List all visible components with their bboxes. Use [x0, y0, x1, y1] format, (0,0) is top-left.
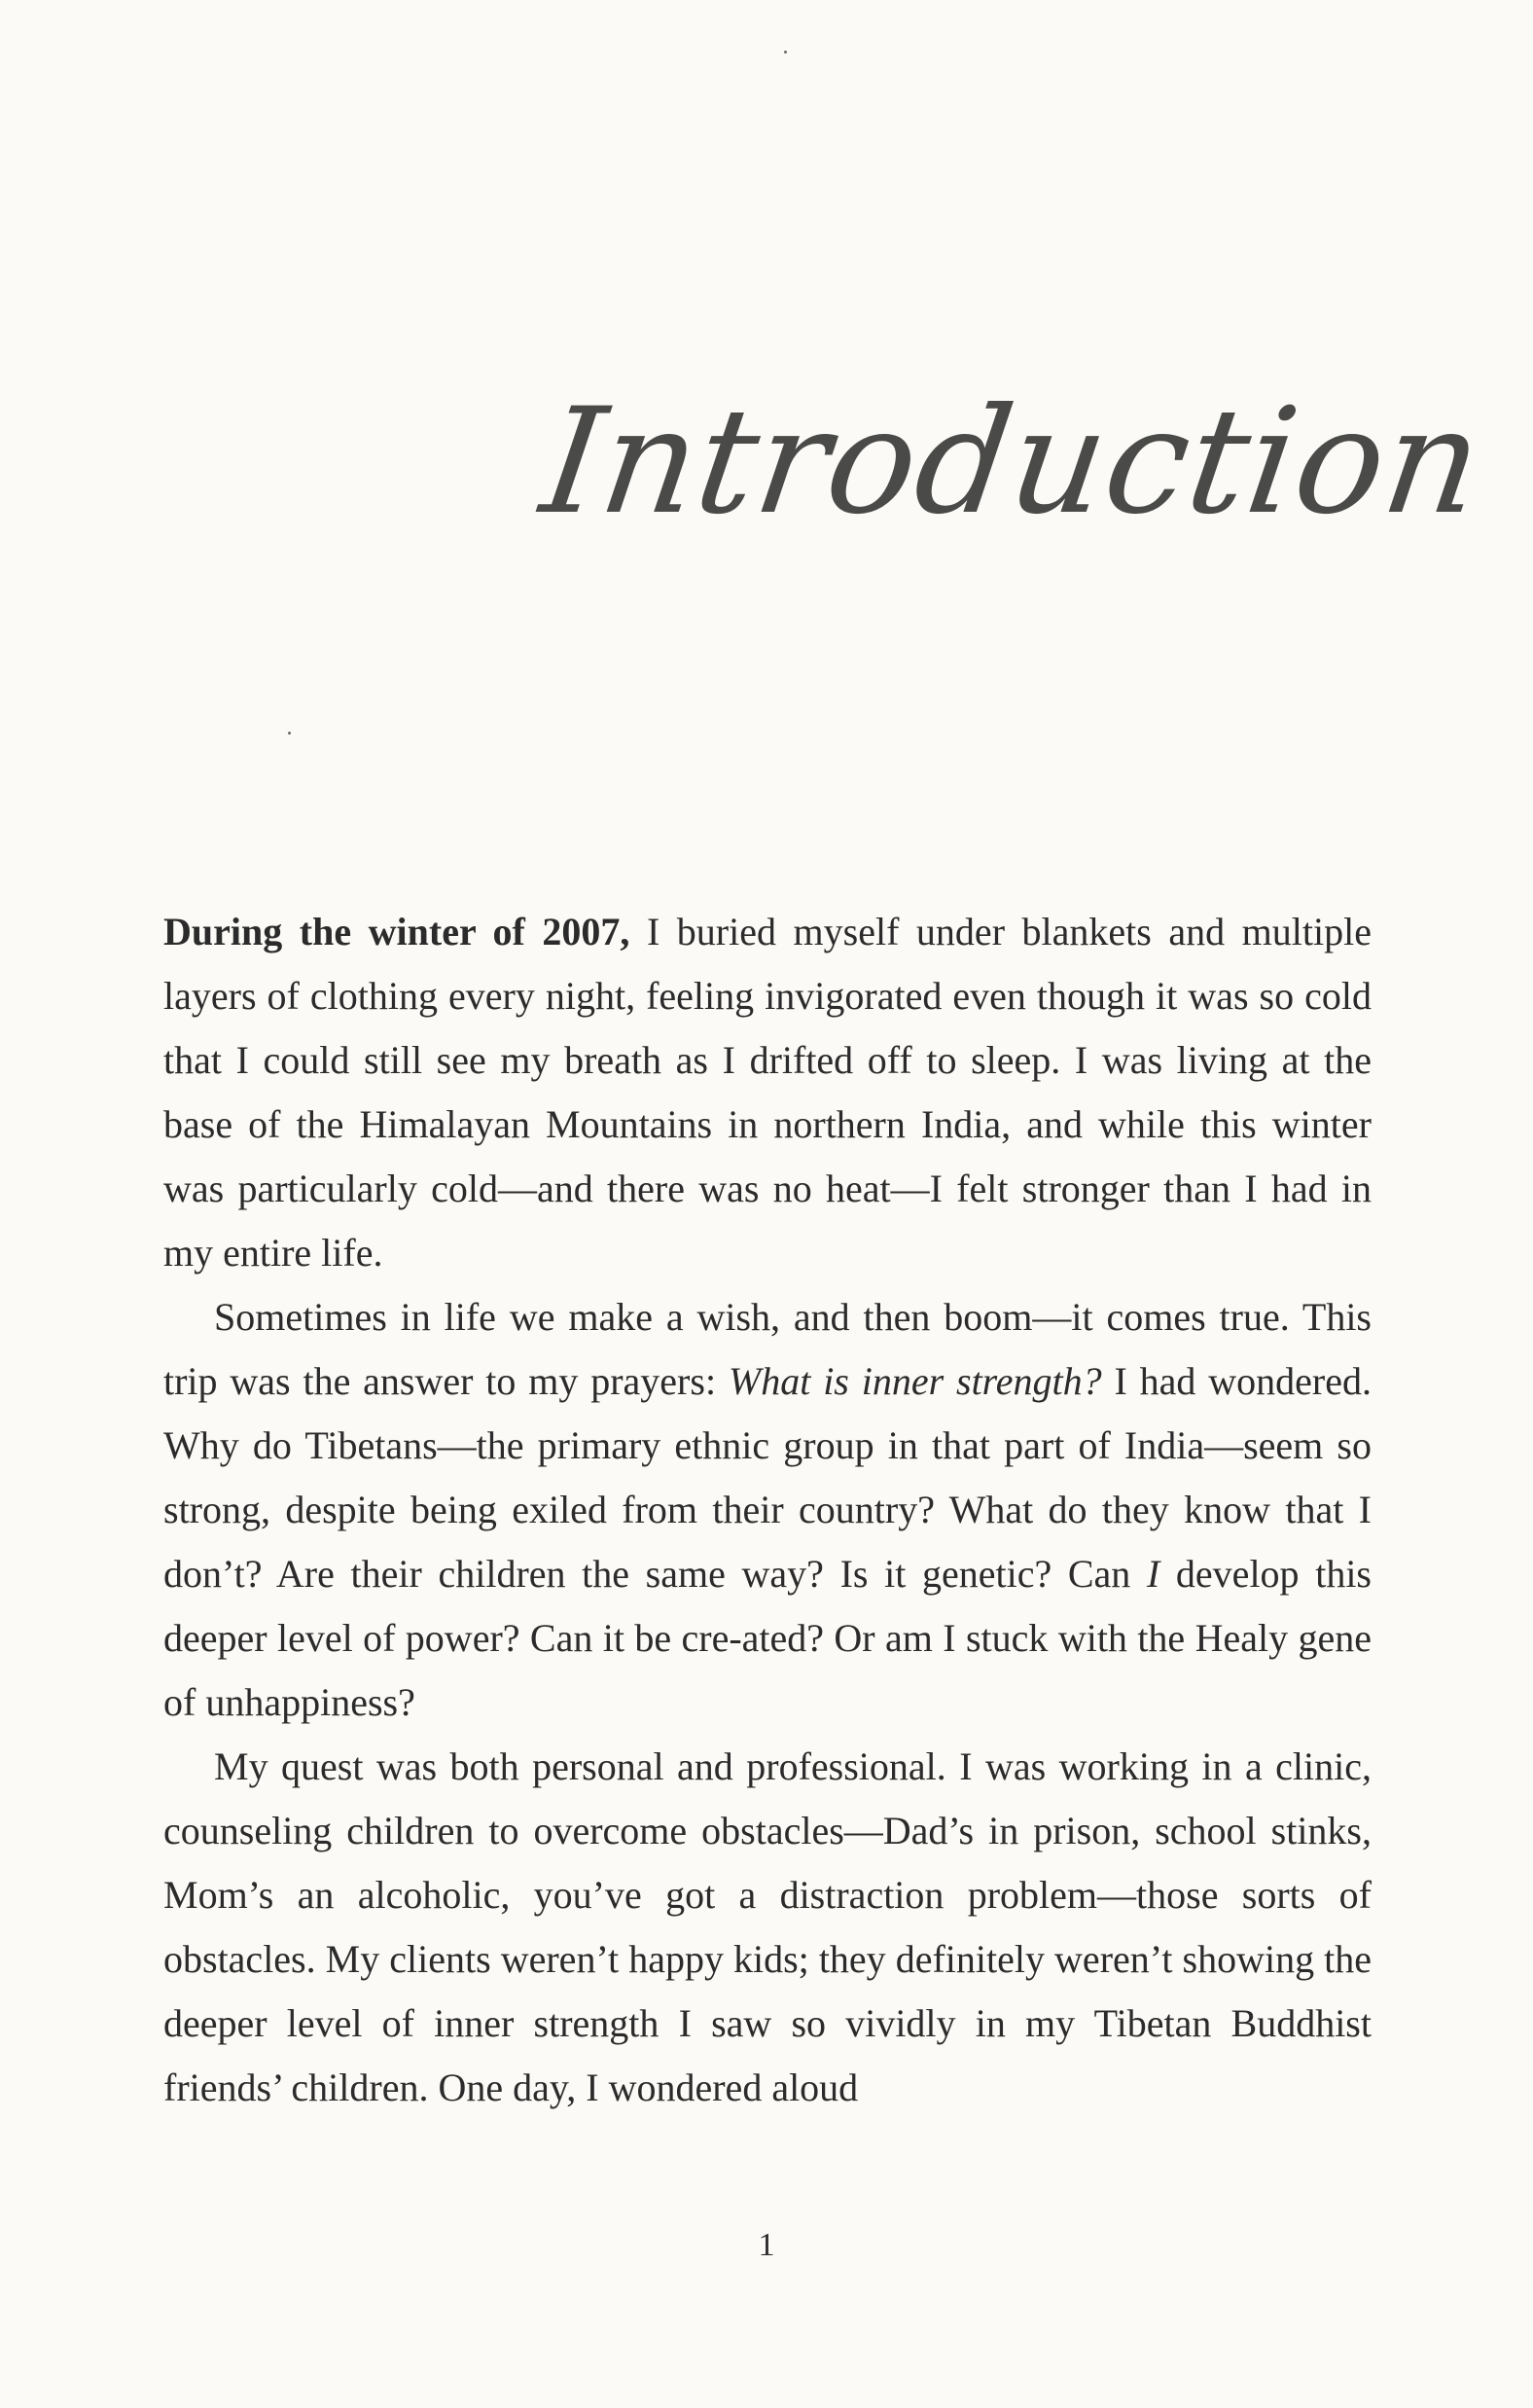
paragraph-3-text: My quest was both personal and professional. I was working in a clinic, counseling children to overcome obstacles—Dad’s in prison, school stinks, Mom’s an alcoholic, you’ve got a distraction problem—those sorts of obstacles. My clients weren’t happy kids; they definitely weren’t showing the deeper level of inner strength I saw so vividly in my Tibetan Buddhist friends’ children. One day, I wondered aloud — [163, 1744, 1372, 2109]
paragraph-1-text: I buried myself under blankets and multiple layers of clothing every night, feeling invigorated even though it was so cold that I could still see my breath as I drifted off to sleep. I was living at the base of the Himalayan Mountains in northern India, and while this winter was particularly cold—and there was no heat—I felt stronger than I had in my entire life. — [163, 910, 1372, 1275]
paragraph-2-text-b: I had wondered. Why do Tibetans—the primary ethnic group in that part of India—seem so strong, despite being exiled from their country? What do they know that I don’t? Are their children the same way? Is it genetic? Can — [163, 1359, 1372, 1596]
paragraph-3 — [163, 1735, 1372, 2120]
body-text — [163, 900, 1372, 2120]
page-number: 1 — [758, 2227, 775, 2263]
italic-pronoun: I — [1146, 1552, 1160, 1596]
scan-speck — [784, 51, 787, 54]
paragraph-2 — [163, 1285, 1372, 1735]
chapter-title: Introduction — [532, 377, 1493, 547]
paragraph-2-text-c: develop this deeper level of power? Can it be cre-ated? Or am I stuck with the Healy gene of unhappiness? — [163, 1552, 1372, 1724]
italic-question: What is inner strength? — [728, 1359, 1102, 1403]
paragraph-2-text-a: Sometimes in life we make a wish, and then boom—it comes true. This trip was the answer to my prayers: — [163, 1295, 1372, 1403]
paragraph-lead-in: During the winter of 2007, — [163, 910, 630, 953]
scan-speck — [288, 732, 291, 735]
paragraph-1 — [163, 900, 1372, 1285]
